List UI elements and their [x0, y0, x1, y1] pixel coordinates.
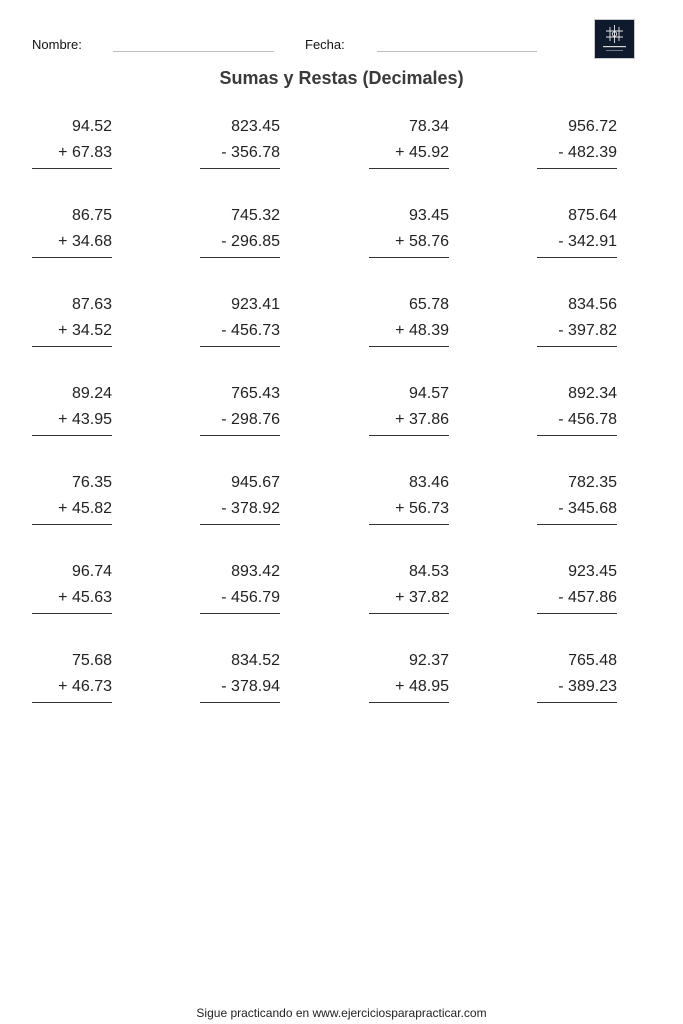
problem	[537, 470, 617, 525]
problem-top-number: 65.78	[408, 296, 449, 313]
problem	[200, 381, 280, 436]
problem	[369, 381, 449, 436]
answer-line	[537, 524, 617, 525]
problem-top-number: 87.63	[71, 296, 112, 313]
problem-bottom-number: + 37.82	[395, 589, 449, 606]
answer-line	[200, 257, 280, 258]
answer-line	[32, 168, 112, 169]
problem	[200, 648, 280, 703]
problem	[369, 470, 449, 525]
answer-line	[537, 257, 617, 258]
problem-top-number: 893.42	[231, 563, 280, 580]
problem	[369, 203, 449, 258]
problem	[32, 292, 112, 347]
answer-line	[537, 435, 617, 436]
problem	[537, 114, 617, 169]
problem-top-number: 94.57	[408, 385, 449, 402]
problem	[200, 292, 280, 347]
worksheet-title: Sumas y Restas (Decimales)	[219, 68, 464, 88]
answer-line	[32, 346, 112, 347]
answer-line	[369, 346, 449, 347]
answer-line	[200, 702, 280, 703]
problem-bottom-number: + 48.95	[395, 678, 449, 695]
problem	[32, 559, 112, 614]
answer-line	[369, 613, 449, 614]
problem-bottom-number: - 296.85	[221, 233, 280, 250]
problem-bottom-number: + 43.95	[58, 411, 112, 428]
problem-bottom-number: + 45.92	[395, 144, 449, 161]
problem-top-number: 86.75	[71, 207, 112, 224]
problem-bottom-number: + 34.52	[58, 322, 112, 339]
date-blank-line[interactable]	[377, 51, 537, 52]
problem-top-number: 765.48	[568, 652, 617, 669]
answer-line	[369, 168, 449, 169]
name-blank-line[interactable]	[113, 51, 274, 52]
problem	[537, 559, 617, 614]
problem-top-number: 84.53	[408, 563, 449, 580]
problem	[369, 292, 449, 347]
problem-top-number: 823.45	[231, 118, 280, 135]
answer-line	[200, 435, 280, 436]
problem-top-number: 76.35	[71, 474, 112, 491]
answer-line	[369, 702, 449, 703]
problem	[32, 470, 112, 525]
problem-bottom-number: - 356.78	[221, 144, 280, 161]
name-label: Nombre:	[32, 37, 82, 52]
problem	[200, 114, 280, 169]
answer-line	[537, 613, 617, 614]
answer-line	[32, 257, 112, 258]
problem	[537, 648, 617, 703]
answer-line	[537, 346, 617, 347]
problem-bottom-number: - 345.68	[558, 500, 617, 517]
problem-bottom-number: - 457.86	[558, 589, 617, 606]
problem-bottom-number: + 67.83	[58, 144, 112, 161]
answer-line	[200, 168, 280, 169]
footer-text: Sigue practicando en www.ejerciciosparapracticar.com	[196, 1006, 487, 1020]
answer-line	[32, 702, 112, 703]
answer-line	[32, 613, 112, 614]
answer-line	[537, 702, 617, 703]
answer-line	[369, 524, 449, 525]
problem-bottom-number: - 456.78	[558, 411, 617, 428]
answer-line	[200, 346, 280, 347]
problem-bottom-number: + 56.73	[395, 500, 449, 517]
problem	[32, 648, 112, 703]
problem-bottom-number: + 58.76	[395, 233, 449, 250]
problem-top-number: 782.35	[568, 474, 617, 491]
problem	[537, 203, 617, 258]
problem	[369, 559, 449, 614]
problem-top-number: 745.32	[231, 207, 280, 224]
problem-bottom-number: - 378.92	[221, 500, 280, 517]
problem-top-number: 892.34	[568, 385, 617, 402]
problem-top-number: 78.34	[408, 118, 449, 135]
problem-bottom-number: + 45.63	[58, 589, 112, 606]
problem-bottom-number: + 46.73	[58, 678, 112, 695]
problem-top-number: 945.67	[231, 474, 280, 491]
problem-bottom-number: + 34.68	[58, 233, 112, 250]
problem-bottom-number: - 342.91	[558, 233, 617, 250]
answer-line	[200, 613, 280, 614]
problem	[537, 381, 617, 436]
problem-top-number: 923.45	[568, 563, 617, 580]
problem-top-number: 834.56	[568, 296, 617, 313]
problem	[32, 381, 112, 436]
problem	[32, 203, 112, 258]
problem-top-number: 89.24	[71, 385, 112, 402]
answer-line	[537, 168, 617, 169]
problem	[32, 114, 112, 169]
problem	[200, 559, 280, 614]
problem-bottom-number: - 298.76	[221, 411, 280, 428]
problem-top-number: 834.52	[231, 652, 280, 669]
answer-line	[369, 435, 449, 436]
problem-top-number: 875.64	[568, 207, 617, 224]
problem-top-number: 923.41	[231, 296, 280, 313]
problem-top-number: 92.37	[408, 652, 449, 669]
problem-top-number: 94.52	[71, 118, 112, 135]
practice-logo-icon	[594, 19, 635, 59]
answer-line	[369, 257, 449, 258]
problem-bottom-number: - 456.79	[221, 589, 280, 606]
problem-top-number: 96.74	[71, 563, 112, 580]
problem-top-number: 765.43	[231, 385, 280, 402]
problem	[200, 470, 280, 525]
problem-bottom-number: - 389.23	[558, 678, 617, 695]
answer-line	[200, 524, 280, 525]
answer-line	[32, 435, 112, 436]
problem	[369, 648, 449, 703]
problem	[537, 292, 617, 347]
problem	[200, 203, 280, 258]
problem-bottom-number: - 378.94	[221, 678, 280, 695]
date-label: Fecha:	[305, 37, 345, 52]
problem-bottom-number: + 48.39	[395, 322, 449, 339]
problem-bottom-number: - 397.82	[558, 322, 617, 339]
problem-top-number: 956.72	[568, 118, 617, 135]
problem-bottom-number: - 482.39	[558, 144, 617, 161]
problem-bottom-number: + 37.86	[395, 411, 449, 428]
problem-top-number: 83.46	[408, 474, 449, 491]
problem	[369, 114, 449, 169]
problem-top-number: 93.45	[408, 207, 449, 224]
problem-bottom-number: + 45.82	[58, 500, 112, 517]
problem-bottom-number: - 456.73	[221, 322, 280, 339]
problem-top-number: 75.68	[71, 652, 112, 669]
answer-line	[32, 524, 112, 525]
